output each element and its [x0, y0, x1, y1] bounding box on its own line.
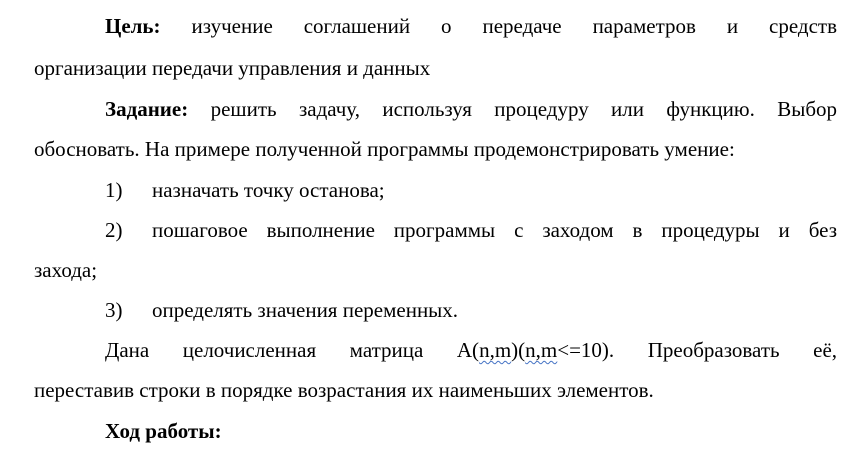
problem-text: )( — [511, 338, 526, 362]
progress-label: Ход работы: — [105, 419, 222, 443]
task-paragraph-line2 — [34, 135, 837, 163]
list-item-text: пошаговое выполнение программы с заходом в процедуры и без — [152, 218, 837, 242]
task-text-line1: решить задачу, используя процедуру или функцию. Выбор — [210, 97, 837, 121]
list-item-text-continuation: захода; — [34, 258, 98, 282]
task-paragraph-line1 — [105, 95, 837, 123]
goal-text-line1: изучение соглашений о передаче параметров и средств — [191, 14, 838, 38]
progress-heading — [105, 417, 837, 445]
problem-text: Дана целочисленная матрица A( — [105, 338, 480, 362]
problem-text-line2: переставив строки в порядке возрастания их наименьших элементов. — [34, 378, 654, 402]
task-text-line2: обосновать. На примере полученной программы продемонстрировать умение: — [34, 137, 735, 161]
list-item-text: определять значения переменных. — [152, 298, 459, 322]
spellcheck-underlined-text: n,m — [479, 338, 512, 362]
list-item-number: 1) — [105, 178, 123, 202]
goal-label: Цель: — [105, 14, 161, 38]
list-item-text: назначать точку останова; — [152, 178, 385, 202]
problem-text: <=10). Преобразовать её, — [557, 338, 838, 362]
goal-paragraph-line1 — [105, 12, 837, 40]
problem-paragraph-line1 — [105, 336, 837, 364]
problem-paragraph-line2 — [34, 376, 837, 404]
goal-paragraph-line2 — [34, 54, 837, 82]
list-item-number: 3) — [105, 298, 123, 322]
spellcheck-underlined-text: n,m — [525, 338, 558, 362]
task-label: Задание: — [105, 97, 189, 121]
goal-text-line2: организации передачи управления и данных — [34, 56, 431, 80]
list-item-number: 2) — [105, 218, 123, 242]
